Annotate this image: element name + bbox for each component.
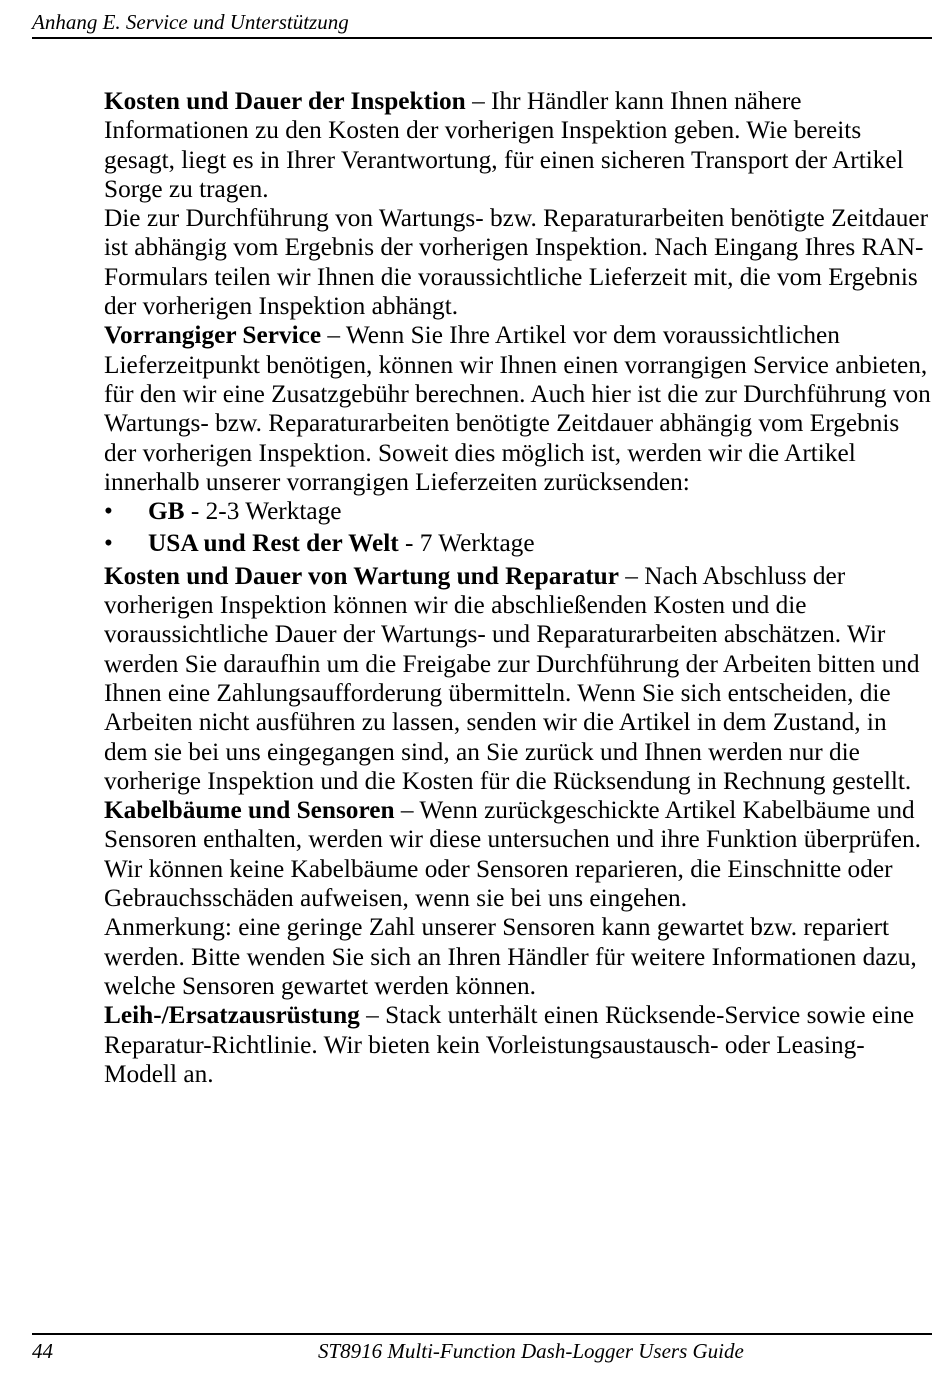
paragraph-loan-equipment	[104, 1001, 934, 1089]
paragraph-duration	[104, 204, 934, 321]
list-item	[104, 497, 934, 526]
list-item-text: - 2-3 Werktage	[184, 497, 342, 526]
list-item-label: USA und Rest der Welt	[148, 529, 399, 558]
list-item-label: GB	[148, 497, 185, 526]
bullet-icon: •	[104, 497, 113, 526]
paragraph-loan-equipment-text: – Stack unterhält einen Rücksende-Service sowie eine Reparatur-Richtlinie. Wir bieten kein Vorleistungsaustausch- oder Leasing-Modell an.	[104, 1001, 915, 1088]
paragraph-note-text: Anmerkung: eine geringe Zahl unserer Sensoren kann gewartet bzw. repariert werden. Bitte wenden Sie sich an Ihren Händler für weitere Informationen dazu, welche Sensoren gewartet werden können.	[104, 913, 917, 1000]
footer-rule	[32, 1333, 932, 1335]
paragraph-harnesses-sensors	[104, 796, 934, 913]
bullet-icon: •	[104, 529, 113, 558]
paragraph-note	[104, 913, 934, 1001]
heading-maintenance-cost: Kosten und Dauer von Wartung und Reparatur	[104, 561, 619, 590]
heading-harnesses-sensors: Kabelbäume und Sensoren	[104, 796, 395, 825]
page-number: 44	[32, 1339, 53, 1363]
heading-priority-service: Vorrangiger Service	[104, 321, 322, 350]
list-item-text: - 7 Werktage	[398, 529, 535, 558]
list-item	[104, 529, 934, 558]
delivery-time-list	[104, 497, 934, 559]
paragraph-maintenance-cost	[104, 562, 934, 796]
paragraph-priority-service	[104, 321, 934, 497]
header-rule	[32, 37, 932, 39]
heading-loan-equipment: Leih-/Ersatzausrüstung	[104, 1001, 360, 1030]
paragraph-duration-text: Die zur Durchführung von Wartungs- bzw. Reparaturarbeiten benötigte Zeitdauer ist abhängig vom Ergebnis der vorherigen Inspektion. Nach Eingang Ihres RAN-Formulars teilen wir Ihnen die voraussichtliche Lieferzeit mit, die vom Ergebnis der vorherigen Inspektion abhängt.	[104, 204, 929, 321]
paragraph-inspection-cost	[104, 87, 934, 204]
paragraph-maintenance-cost-text: – Nach Abschluss der vorherigen Inspektion können wir die abschließenden Kosten und die voraussichtliche Dauer der Wartungs- und Reparaturarbeiten abschätzen. Wir werden Sie daraufhin um die Freigabe zur Durchführung der Arbeiten bitten und Ihnen eine Zahlungsaufforderung übermitteln. Wenn Sie sich entscheiden, die Arbeiten nicht ausführen zu lassen, senden wir die Artikel in dem Zustand, in dem sie bei uns eingegangen sind, an Sie zurück und Ihnen werden nur die vorherige Inspektion und die Kosten für die Rücksendung in Rechnung gestellt.	[104, 561, 920, 795]
heading-inspection-cost: Kosten und Dauer der Inspektion	[104, 87, 466, 115]
running-header: Anhang E. Service und Unterstützung	[32, 10, 349, 34]
paragraph-harnesses-sensors-text: – Wenn zurückgeschickte Artikel Kabelbäume und Sensoren enthalten, werden wir diese untersuchen und ihre Funktion überprüfen. Wir können keine Kabelbäume oder Sensoren reparieren, die Einschnitte oder Gebrauchsschäden aufweisen, wenn sie bei uns eingehen.	[104, 796, 921, 913]
paragraph-inspection-cost-text: – Ihr Händler kann Ihnen nähere Informationen zu den Kosten der vorherigen Inspektion geben. Wie bereits gesagt, liegt es in Ihrer Verantwortung, für einen sicheren Transport der Artikel Sorge zu tragen.	[104, 87, 904, 203]
footer-doc-title: ST8916 Multi-Function Dash-Logger Users Guide	[318, 1339, 744, 1363]
body-text	[104, 87, 934, 1089]
paragraph-priority-service-text: – Wenn Sie Ihre Artikel vor dem voraussichtlichen Lieferzeitpunkt benötigen, können wir Ihnen einen vorrangigen Service anbieten, für den wir eine Zusatzgebühr berechnen. Auch hier ist die zur Durchführung von Wartungs- bzw. Reparaturarbeiten benötigte Zeitdauer abhängig vom Ergebnis der vorherigen Inspektion. Soweit dies möglich ist, werden wir die Artikel innerhalb unserer vorrangigen Lieferzeiten zurücksenden:	[104, 321, 931, 496]
